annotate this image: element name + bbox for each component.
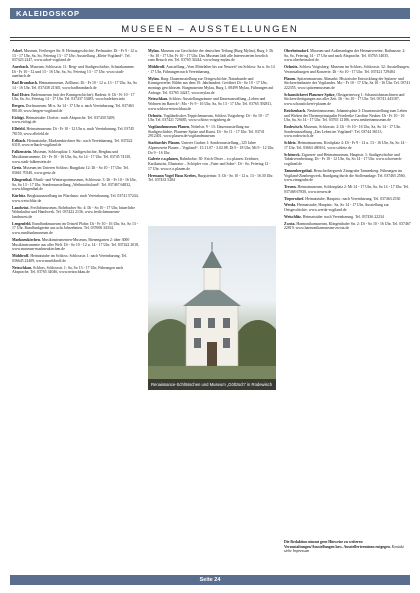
entry-details: Neuberinmuseum, Johannisplatz 3: Dauerausstellung zum Leben und Wirken der Theaterprinzipalin Friederike Caroline Neuber. Di - Fr 10 - 16 Uhr, Sa, So 14 - 17 Uhr. Tel. 03765 12186, www.neuberinmuseum.de [284,108,407,123]
entry-place: Bad Elster. [12,92,31,97]
entry-place: Markneukirchen. [12,237,41,242]
entry-details: Unterer Graben 1: Sonderausstellung „125 Jahre Alpenverein Plauen – Vogtland“. 15.11.07 - 3.02.08. Di 9 - 18 Uhr, Mi 9 - 12 Uhr, Do 9 - 16 Uhr. [148,141,275,155]
museum-entry [284,125,411,139]
entry-details: Schloss Voigtsberg: Museum im Schloss, Schlossstr. 32: Ausstellungen, Veranstaltungen und Konzerte. Di - So 10 - 17 Uhr. Tel. 037421 729484 [284,65,410,74]
entry-place: Schaustickerei Plauener Spitze, [284,92,336,97]
entry-details: Spitzenmuseum, Altmarkt: Historische Entwicklung der Spitzen- und Stickereiindustrie des Vogtlandes. Mo - Fr 10 - 17 Uhr, Sa 10 - 16 Uhr. Tel. 03741 222355, www.spitzenmuseum.de [284,76,411,90]
entry-place: Bad Brambach. [12,81,38,86]
entry-details: Heimatstube, Hauptstr.: nach Vereinbarung. Tel. 037463 2530 [305,196,401,201]
entry-details: Heimatstube: Dorfstr.: nach Absprache. Tel. 037430 5209, www.eichigt.de [12,115,116,125]
museum-entry [148,141,275,155]
entry-place: Hermann Vogel Haus Krebes, [148,173,197,178]
entry-place: Netzschkau. [148,97,168,102]
museum-entry [148,49,275,63]
museum-entry [148,65,275,74]
museum-entry [284,49,411,63]
entry-place: Eichigt. [12,115,25,120]
entry-details: Ausstellung „Vom Mittelalter bis zur Neuzeit“ im Schloss: Sa u. So 14 - 17 Uhr, Führungen nach Vereinbarung. [148,65,275,74]
entry-place: Oberheinsdorf. [284,49,310,53]
museum-entry [12,150,139,164]
entry-details: Burg: Dauerausstellung zur Ortsgeschichte, Naturkunde und Kunstgewerbe; Bilder aus dem 19. Jahrhundert. Geöffnet Di - So 10 - 17 Uhr, montags geschlossen. Burgmuseum Mylau, Burg 1, 08499 Mylau, Führungen auf Anfrage. Tel. 03765 34247, www.mylau.de [148,76,274,95]
entry-place: Oelsnitz. [284,65,299,70]
museum-entry [12,222,139,236]
entry-place: Lengenfeld. [12,221,32,226]
museum-entry [12,266,139,275]
entry-details: Bergbauausstellung im Pfarrhaus: nach Vereinbarung. Tel. 03741 57244, www.weischlitz.de [12,194,139,203]
entry-place: Mühltroff. [12,254,30,259]
entry-place: Tannenbergsthal. [284,168,313,173]
entry-details: Museum und Außenanlagen der Heimatvereine, Rathausstr. 2: Sa, So, Feiertag 14 - 17 Uhr und nach Absprache. Tel. 03765 14035, www.oberheinsdorf.de [284,49,406,63]
entry-details: Heimatmuseum, Zollhaus: Di - Fr 10 - 12 u. 13 - 17 Uhr, Sa, So 14 - 16 Uhr. Tel. 037438 21365, www.badbrambach.de [12,81,138,90]
photo-castle [148,226,276,390]
museum-entry [284,222,411,231]
museum-entry [12,166,139,175]
entry-details: Freilichtmuseum, Rohrbacher Str. 4: Di - So 10 - 17 Uhr, bäuerliche Wohnkultur und Handwerk. Tel. 037422 2136, www.freilichtmuseum-landwuest.de [12,205,136,219]
entry-details: Museum, Schlossstr. 11: Berg- und Stadtgeschichte, Schatzkammer. Di - Fr 10 - 12 und 13 - 16 Uhr, Sa, So, Feiertag 13 - 17 Uhr. www.stadt-auerbach.de [12,65,135,79]
museum-entry [12,104,139,113]
entry-place: Werda. [284,203,297,208]
entry-details: Heimatstube, Markneukirchner Str.: nach Vereinbarung. Tel. 037422 6318, www.erlbach-vogtland.de [12,138,133,148]
column-right [284,49,411,233]
museum-entry [284,215,411,220]
museum-entry [12,194,139,203]
museum-entry [284,109,411,123]
museum-entry [284,77,411,91]
museum-entry [148,174,275,183]
museum-entry [12,127,139,136]
entry-place: Erlbach. [12,138,27,143]
page-number: Seite 24 [199,577,221,583]
column-middle [148,49,275,185]
entry-place: Ellefeld. [12,127,26,132]
editorial-footnote [284,540,408,554]
entry-place: Tirpersdorf. [284,196,305,201]
castle-illustration [148,226,276,390]
entry-place: Reichenbach. [284,108,307,113]
museum-entry [12,254,139,263]
entry-place: Weischlitz. [284,214,302,219]
footnote-contact: Kontakt siehe Impressum [284,544,404,554]
entry-place: Klingenthal. [12,177,33,182]
entry-place: Oelsnitz. [148,113,163,118]
entry-details: Schloss: Ausstellungsräume und Dauerausstellung „Leben und Wohnen im Barock“; Mo - Fr 9 - 16 Uhr, Sa, So 13 - 17 Uhr. Tel. 03765 392811, www.schloss-netzschkau.de [148,97,273,111]
museum-entry [148,125,275,139]
entry-details: Heimatmuseum, Kirchplatz 4: Di - Fr 9 - 12 u. 13 - 16 Uhr, Sa, So 14 - 17 Uhr. Tel. 03663 480161, www.schleiz.de [284,141,407,150]
museum-entry [284,153,411,167]
museum-entry [148,114,275,123]
entry-details: Bademuseum (mit der Kunstgeschichte): Badestr. 6: Di - Fr 10 - 17 Uhr, Sa, So, Feiertag 14 - 17 Uhr. Tel. 037437 53483, www.badelster.info [12,92,135,102]
section-label: KALEIDOSKOP [16,9,80,18]
entry-place: Greiz. [12,166,23,171]
entry-place: Vogtlandmuseum Plauen. [148,125,190,130]
entry-details: Heimatmuseum: Di - Fr 10 - 12 Uhr u. nach Vereinbarung. Tel. 03745 78150, www.ellefeld.de [12,127,135,136]
museum-entry [12,49,139,63]
entry-place: Netzschkau. [12,265,32,270]
entry-place: Stadtarchiv Plauen. [148,141,181,146]
museum-entry [284,185,411,194]
museum-entry [148,157,275,171]
entry-details: Heimatmuseum, Schlossplatz 2: Mi 14 - 17 Uhr, Sa, So 14 - 17 Uhr. Tel. 037468 67830, www.treuen.de [284,185,410,194]
museum-entry [12,81,139,90]
entry-details: Museum, Schlossstr. 2: Di - Fr 10 - 16 Uhr, Sa, So 14 - 17 Uhr. Sonderausstellung „Das Leben im Vogtland“. Tel. 03744 36113, www.rodewisch.de [284,125,401,139]
entry-place: Treuen. [284,185,297,190]
entry-place: Adorf. [12,49,23,53]
entry-place: Falkenstein. [12,150,32,155]
museum-entry [284,65,411,74]
museum-entry [284,203,411,212]
entry-details: Nobelstr. 9 - 13: Dauerausstellung zur Stadtgeschichte, Plauener Spitze und Kunst. Di - So 11 - 17 Uhr. Tel. 03741 2912401, www.plauen.de/vogtlandmuseum [148,125,265,139]
entry-details: Museum zur Geschichte der deutschen Teilung (Burg Mylau), Burg 1: Di - So 10 - 17 Uhr; Fr 10 - 17 Uhr. Das Museum lädt alle Interessierten herzlich zum Besuch ein. Tel. 03765 34244, www.burg-mylau.de [148,49,274,63]
title-rule-bottom [10,40,410,41]
entry-details: Museum, Freiberger Str. 8: Heimatgeschichte, Perlmutter. Di - Fr 9 - 12 u. 13 - 17 Uhr, Sa, So, Feiertag 13 - 17 Uhr; Ausstellung „Klein-Vogtland“. Tel. 037423 2247, www.adorf-vogtland.de [12,49,138,63]
entry-details: Musikinstrumenten-Museum, Bienengarten 2: über 3000 Musikinstrumente aus aller Welt. Di - So 10 - 12 u. 14 - 17 Uhr. Tel. 037422 2018, www.museum-markneukirchen.de [12,237,139,252]
entry-place: Galerie e.o.plauen, [148,157,179,162]
entry-details: Heimatstube, Hauptstr.: Sa, So 14 - 17 Uhr, Ausstellung zur Ortsgeschichte. www.werda-vogtland.de [284,203,389,213]
museum-entry [12,116,139,125]
entry-place: Mühltroff. [148,65,166,70]
museum-entry [284,197,411,202]
entry-details: Musik- und Wintersportmuseum, Schlossstr. 3: Di - Fr 10 - 16 Uhr, Sa, So 13 - 17 Uhr. Sonderausstellung „Weihnachtsland“. Tel. 037467 64832, www.klingenthal.de [12,177,137,192]
entry-details: Harmonikamuseum, Klingenthaler Str. 2: Di - So 10 - 16 Uhr. Tel. 037467 22819, www.harmonikamuseum-zwota.de [284,221,411,231]
entry-place: Zwota. [284,221,296,226]
entry-details: Burgsteinstr. 5: Di - So 10 - 12 u. 13 - 16.30 Uhr. Tel. 037433 5284 [148,173,274,183]
entry-place: Bergen. [12,104,25,109]
museum-entry [12,139,139,148]
museum-entry [284,141,411,150]
museum-entry [12,206,139,220]
footnote-text: Die Redaktion nimmt gern Hinweise zu weiteren Veranstaltungen/Ausstellungen bzw. Ausstellerterminen entgegen. [284,540,391,549]
entry-details: Rundfunkmuseum im Ortsteil Plohn: Di - Fr 10 - 16 Uhr, Sa, So 13 - 17 Uhr. Rundfunkgeräte aus acht Jahrzehnten. Tel. 037606 34334, www.rundfunkmuseum.de [12,221,139,236]
museum-entry [12,93,139,102]
entry-details: Vogtländisches Teppichmuseum, Schloss Voigtsberg: Di - So 10 - 17 Uhr. Tel. 037421 729485, www.schloss-voigtsberg.de [148,113,269,123]
column-left [12,49,139,277]
photo-caption: Renaissance-Schlösschen und Museum „Göltzsch“ in Rodewisch [148,379,276,390]
museum-entry [284,169,411,183]
entry-place: Auerbach. [12,65,30,70]
entry-place: Mylau. [148,49,160,53]
entry-details: Schloss, Schlossstr. 1: Sa, So 13 - 17 Uhr, Führungen nach Absprache. Tel. 03765 34046, www.netzschkau.de [12,265,124,275]
entry-place: Plauen. [284,76,297,81]
entry-details: Bahnhofstr. 30: Erich Ohser – e.o.plauen: Zeichner, Karikaturist, Illustrator – Schöpfer von „Vater und Sohn“. Di - So, Feiertag 12 - 17 Uhr. www.e.o.plauen.de [148,157,271,171]
entry-details: Museum, Schlossplatz 1: Stadtgeschichte, Bergbau und Musikinstrumente. Di - Fr 10 - 16 Uhr, Sa, So 14 - 17 Uhr. Tel. 03745 74130, www.stadt-falkenstein.de [12,150,132,164]
page-title: MUSEEN – AUSSTELLUNGEN [121,24,299,35]
museum-entry [284,93,411,107]
entry-place: Landwüst. [12,205,30,210]
museum-entry [12,65,139,79]
museum-entry [12,238,139,252]
entry-details: Besucherbergwerk Zinngrube Tannenberg: Führungen im Vogtland-Zinnbergwerk, Rundgang durch die Stollenanlage. Tel. 037465 2560, www.zinngrube.de [284,168,406,183]
entry-details: Museum im Unteren Schloss: Burgplatz 12: Di - So 10 - 17 Uhr. Tel. 03661 70340, www.greiz.de [12,166,129,176]
entry-details: Zigarren- und Heimatmuseum, Hauptstr. 1: Stadtgeschichte und Tabakverarbeitung. Di - Fr 10 - 12 Uhr, Sa, So 14 - 17 Uhr. www.schoeneck-vogtland.de [284,152,403,167]
entry-details: Heimatstube im Schloss: Schlossstr. 1: nach Vereinbarung. Tel. 036645 22409, www.muehltroff.de [12,254,128,263]
entry-place: Kürbitz. [12,194,26,199]
entry-details: Obstgartenweg 1: Schaustickmaschinen und Stickereifertigungen aus aller Zeit. Di - So 10 - 17 Uhr. Tel. 03741 443187, www.schaustickerei-plauen.de [284,92,405,107]
museum-entry [148,77,275,96]
museum-entry [12,178,139,192]
entry-details: Dorfmuseum: Mi u. Sa 14 - 17 Uhr u. nach Vereinbarung. Tel. 037463 88140, www.bergen-vogtland.de [12,104,134,113]
entry-place: Schöneck. [284,152,301,157]
entry-place: Rodewisch. [284,125,303,130]
title-rule-top [10,37,410,38]
entry-place: Mylau. [148,76,160,81]
entry-place: Schleiz. [284,141,297,146]
entry-details: Heimatstube: nach Vereinbarung. Tel. 037436 22234 [302,214,384,219]
museum-entry [148,97,275,111]
